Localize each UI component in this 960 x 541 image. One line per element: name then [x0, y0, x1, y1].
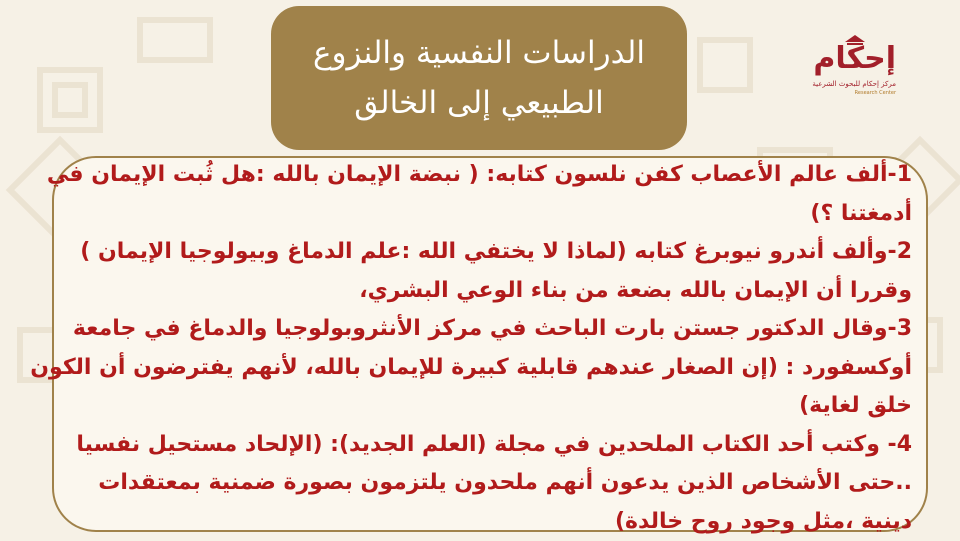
paragraph-line: ..حتى الأشخاص الذين يدعون أنهم ملحدون يلتزمون بصورة ضمنية بمعتقدات — [60, 464, 912, 503]
paragraph-line: 3-وقال الدكتور جستن بارت الباحث في مركز الأنثروبولوجيا والدماغ في جامعة — [60, 310, 912, 349]
paragraph-line: دينية ،مثل وجود روح خالدة) — [60, 503, 912, 541]
paragraph-line: 4- وكتب أحد الكتاب الملحدين في مجلة (العلم الجديد): (الإلحاد مستحيل نفسيا — [60, 426, 912, 465]
paragraph-line: 1-ألف عالم الأعصاب كفن نلسون كتابه: ( نبضة الإيمان بالله :هل ثُبت الإيمان في — [60, 156, 912, 195]
paragraph-line: 2-وألف أندرو نيوبرغ كتابه (لماذا لا يختفي الله :علم الدماغ وبيولوجيا الإيمان ) — [60, 233, 912, 272]
logo-tagline: Research Center — [855, 90, 896, 97]
paragraph-3 — [60, 310, 912, 426]
paragraph-4 — [60, 426, 912, 541]
paragraph-1 — [60, 156, 912, 233]
title-banner — [271, 6, 687, 150]
center-logo — [846, 20, 926, 100]
logo-subtitle: مركز إحكام للبحوث الشرعية — [812, 80, 896, 89]
paragraph-line: وقررا أن الإيمان بالله بضعة من بناء الوعي البشري، — [60, 272, 912, 311]
paragraph-line: خلق لغاية) — [60, 387, 912, 426]
title-line-1: الدراسات النفسية والنزوع — [313, 28, 645, 78]
title-line-2: الطبيعي إلى الخالق — [354, 78, 603, 128]
paragraph-line: أدمغتنا ؟) — [60, 195, 912, 234]
paragraph-2 — [60, 233, 912, 310]
paragraph-line: أوكسفورد : (إن الصغار عندهم قابلية كبيرة للإيمان بالله، لأنهم يفترضون أن الكون — [60, 349, 912, 388]
logo-name: إحكام — [813, 42, 896, 76]
content-text — [60, 156, 912, 541]
